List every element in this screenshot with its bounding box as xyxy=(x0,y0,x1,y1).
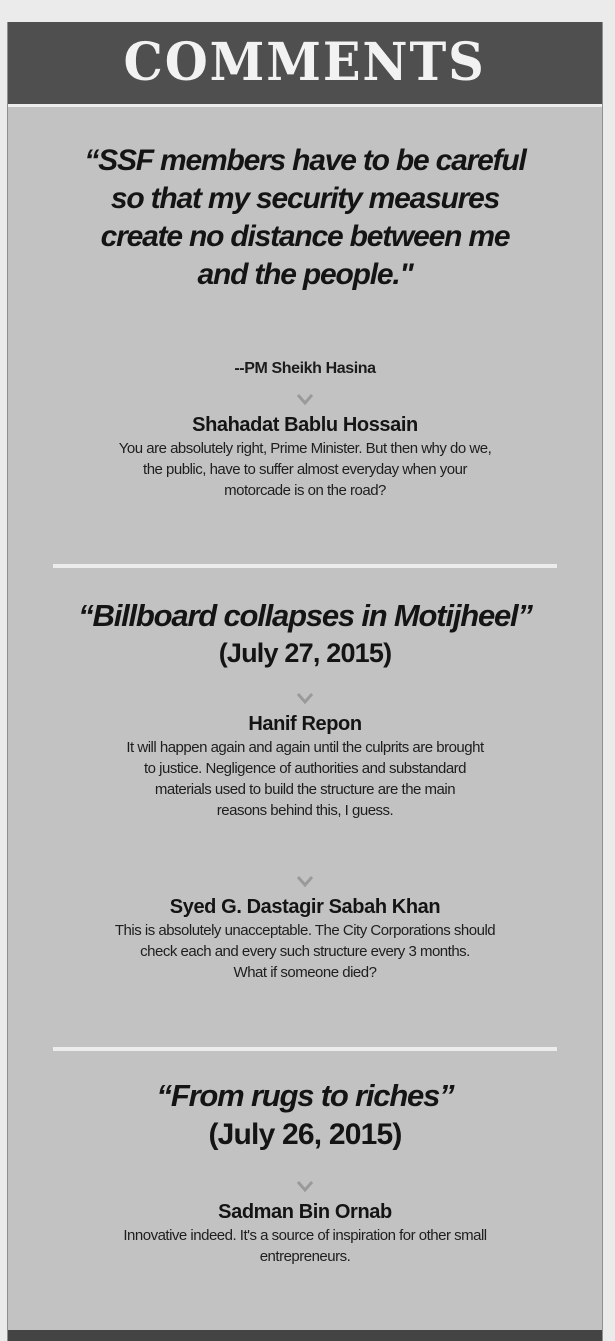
header-title: COMMENTS xyxy=(123,32,487,93)
section-billboard xyxy=(28,596,582,670)
section-divider xyxy=(53,1047,557,1051)
comment-line: the public, have to suffer almost everyday when your xyxy=(143,461,467,478)
commenter-name: Sadman Bin Ornab xyxy=(218,1201,392,1223)
quote-byline: --PM Sheikh Hasina xyxy=(234,360,376,377)
comment-text xyxy=(28,920,582,983)
quote-headline xyxy=(28,142,582,294)
comment-text xyxy=(28,737,582,821)
chevron-block xyxy=(28,393,582,407)
chevron-down-icon xyxy=(297,875,313,889)
comment-item xyxy=(28,1199,582,1267)
bottom-bar xyxy=(8,1330,602,1341)
comment-item xyxy=(28,711,582,821)
comment-item xyxy=(28,412,582,501)
comment-line: to justice. Negligence of authorities and substandard xyxy=(143,760,467,777)
comment-line: You are absolutely right, Prime Minister. But then why do we, xyxy=(118,440,492,457)
comment-line: motorcade is on the road? xyxy=(224,482,386,499)
comment-item xyxy=(28,894,582,983)
article-date: (July 26, 2015) xyxy=(208,1118,402,1151)
chevron-down-icon xyxy=(297,692,313,706)
article-headline: “From rugs to riches” xyxy=(156,1078,454,1113)
chevron-block xyxy=(28,692,582,706)
chevron-block xyxy=(28,1180,582,1194)
section-rugs-to-riches xyxy=(28,1076,582,1154)
comment-line: This is absolutely unacceptable. The City Corporations should xyxy=(114,922,496,939)
section-divider xyxy=(53,564,557,568)
comment-line: reasons behind this, I guess. xyxy=(216,802,394,819)
comment-line: entrepreneurs. xyxy=(259,1248,351,1265)
comment-line: check each and every such structure every 3 months. xyxy=(140,943,470,960)
quote-byline-block xyxy=(28,358,582,380)
comment-line: It will happen again and again until the culprits are brought xyxy=(126,739,484,756)
headline-line: and the people." xyxy=(197,258,413,291)
headline-line: create no distance between me xyxy=(100,220,510,253)
article-headline: “Billboard collapses in Motijheel” xyxy=(78,598,532,633)
section-ssf-quote xyxy=(28,142,582,294)
chevron-block xyxy=(28,875,582,889)
comments-header xyxy=(8,22,602,107)
headline-line: “SSF members have to be careful xyxy=(84,144,526,177)
chevron-down-icon xyxy=(297,393,313,407)
commenter-name: Shahadat Bablu Hossain xyxy=(192,414,418,436)
comment-line: materials used to build the structure are the main xyxy=(154,781,456,798)
commenter-name: Hanif Repon xyxy=(248,713,362,735)
comment-text xyxy=(28,1225,582,1267)
commenter-name: Syed G. Dastagir Sabah Khan xyxy=(169,896,441,918)
headline-line: so that my security measures xyxy=(110,182,500,215)
comments-panel xyxy=(7,22,603,1341)
comment-text xyxy=(28,438,582,501)
comment-line: Innovative indeed. It's a source of inspiration for other small xyxy=(123,1227,487,1244)
article-date: (July 27, 2015) xyxy=(218,638,392,668)
comment-line: What if someone died? xyxy=(233,964,377,981)
chevron-down-icon xyxy=(297,1180,313,1194)
